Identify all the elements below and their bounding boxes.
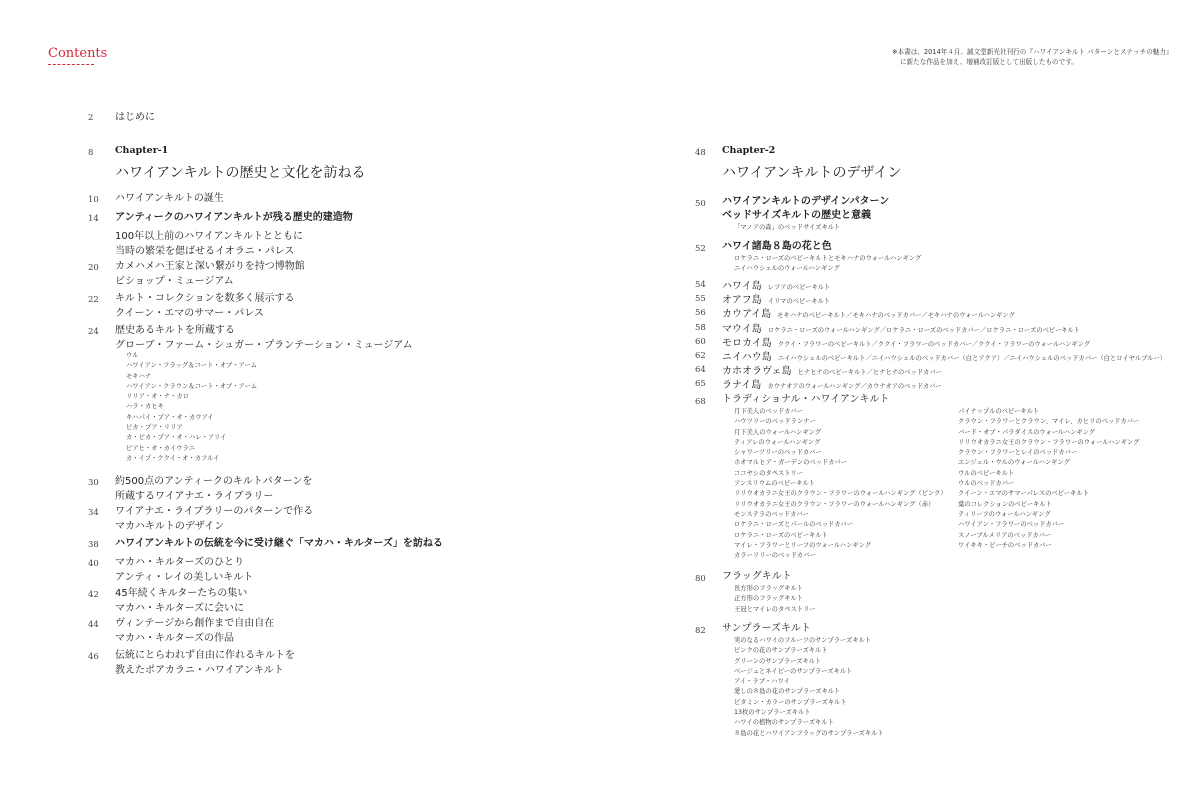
list-item: 実のなるハワイのフルーツのサンプラーズキルト [734, 637, 872, 644]
toc-page-number: 58 [695, 322, 706, 333]
list-item: リリア・オ・ナ・カロ [126, 393, 189, 401]
toc-entry-line[interactable]: マカハ・キルターズの作品 [115, 633, 234, 644]
list-item: ハワイアン・フラッグ＆コート・オブ・アーム [126, 362, 258, 370]
island-entry[interactable] [722, 320, 1080, 335]
list-item: カ・ピカ・プア・オ・ハレ・アリイ [126, 434, 227, 442]
list-item: カラーリリーのベッドカバー [734, 552, 816, 560]
list-item: カ・イプ・ククイ・オ・カフルイ [126, 454, 220, 462]
list-item: ハワイの植物のサンプラーズキルト [734, 719, 834, 727]
list-item: モキハナ [126, 372, 152, 380]
toc-page-number: 20 [88, 263, 99, 273]
toc-subentry-list [734, 254, 921, 275]
list-item: ウル [126, 352, 139, 359]
list-item: 月下美人のウォールハンギング [734, 428, 822, 436]
toc-page-number: 68 [695, 397, 706, 407]
list-item: アイ・ラブ・ハワイ [734, 678, 790, 686]
sampler-quilt-list [734, 636, 884, 739]
island-name: マウイ島 [722, 323, 762, 335]
note-line: ※本書は、2014年４月、誠文堂新光社刊行の『ハワイアンキルト パターンとステッチの魅力』 [892, 48, 1173, 56]
list-item: ロケラニ・ローズのベビーキルト [734, 531, 828, 539]
toc-page-number: 80 [695, 574, 706, 584]
island-name: ニイハウ島 [722, 352, 772, 363]
toc-page-number: 48 [695, 148, 706, 158]
toc-entry-line[interactable]: マカハ・キルターズに会いに [115, 603, 244, 614]
island-name: モロカイ島 [722, 337, 772, 349]
list-item: ニイハウシェルのウォールハンギング [734, 265, 840, 273]
toc-entry-line[interactable]: 100年以上前のハワイアンキルトとともに [115, 231, 303, 242]
list-item: ロケラニ・ローズのベビーキルトとモキハナのウォールハンギング [734, 255, 922, 262]
list-item: ピンクの花のサンプラーズキルト [734, 647, 828, 655]
list-item: ベージュとネイビーのサンプラーズキルト [734, 667, 853, 675]
list-item: 正方形のフラッグキルト [734, 595, 804, 603]
toc-page-number: 14 [88, 214, 99, 224]
island-quilts: ククイ・フラワーのベビーキルト／ククイ・フラワーのベッドカバー／ククイ・フラワーのウォールハンギング [777, 340, 1091, 348]
list-item: 長方形のフラッグキルト [734, 585, 804, 592]
list-item: ピカ・プア・リリア [126, 424, 183, 432]
toc-entry-traditional[interactable]: トラディショナル・ハワイアンキルト [722, 394, 890, 405]
toc-entry-line[interactable]: カメハメハ王家と深い繋がりを持つ博物館 [115, 261, 305, 272]
island-entry[interactable] [722, 376, 942, 391]
list-item: 葉のコレクションのベビーキルト [958, 500, 1052, 508]
toc-page-number: 10 [88, 195, 99, 205]
toc-page-number: 8 [88, 148, 94, 158]
list-item: エンジェル・ウルのウォールハンギング [958, 459, 1070, 467]
list-item: マイレ・フラワーとリーフのウォールハンギング [734, 541, 872, 549]
island-entry[interactable] [722, 334, 1090, 349]
chapter-1-title[interactable]: ハワイアンキルトの歴史と文化を訪ねる [115, 165, 366, 181]
toc-page-number: 55 [695, 294, 706, 305]
toc-page-number: 40 [88, 559, 99, 569]
toc-entry-line[interactable]: ワイアナエ・ライブラリーのパターンで作る [115, 506, 314, 517]
toc-entry-flag-quilt[interactable]: フラッグキルト [722, 571, 792, 582]
toc-entry-line[interactable]: ビショップ・ミュージアム [115, 276, 234, 287]
list-item: ウルのベッドカバー [958, 480, 1015, 488]
list-item: アンスリウムのベビーキルト [734, 480, 816, 488]
list-item: ピアヒ・オ・カイウラニ [126, 444, 196, 452]
chapter-1-label: Chapter-1 [115, 145, 169, 156]
island-entry[interactable] [722, 277, 830, 292]
island-name: カホオラヴェ島 [722, 366, 792, 378]
chapter-2-label: Chapter-2 [722, 145, 776, 156]
toc-entry-design-pattern[interactable]: ハワイアンキルトのデザインパターン [722, 196, 890, 207]
toc-entry-line[interactable]: 教えたポアカラニ・ハワイアンキルト [115, 665, 284, 676]
island-quilts: イリマのベビーキルト [767, 298, 831, 306]
list-item: モンステラのベッドカバー [734, 510, 810, 518]
publication-note [892, 47, 1173, 67]
island-entry[interactable] [722, 348, 1166, 363]
list-item: バード・オブ・パラダイスのウォールハンギング [958, 428, 1096, 436]
list-item: グリーンのサンプラーズキルト [734, 657, 822, 665]
island-quilts: ニイハウシェルのベビーキルト／ニイハウシェルのベッドカバー（白とアクア）／ニイハウシェルのベッドカバー（白とロイヤルブルー） [777, 355, 1167, 362]
toc-page-number: 54 [695, 280, 706, 290]
list-item: スノーブルメリアのベッドカバー [958, 531, 1052, 539]
toc-entry-line[interactable]: キルト・コレクションを数多く展示する [115, 293, 295, 304]
list-item: ビタミン・カラーのサンプラーズキルト [734, 698, 847, 706]
list-item: ティアレのウォールハンギング [734, 438, 821, 446]
toc-entry-sampler-quilt[interactable]: サンプラーズキルト [722, 623, 811, 634]
toc-subentry: 「マノアの森」のベッドサイズキルト [734, 224, 841, 231]
list-item: キハパイ・プア・オ・カウアイ [126, 413, 214, 421]
toc-page-number: 38 [88, 540, 99, 550]
toc-page-number: 52 [695, 244, 706, 254]
list-item: ティリーフのウォールハンギング [958, 510, 1051, 518]
toc-entry-line[interactable]: ヴィンテージから創作まで自由自在 [115, 618, 275, 629]
list-item: ココヤシのタペストリー [734, 469, 804, 477]
list-item: 愛しの８島の花のサンプラーズキルト [734, 688, 841, 696]
island-name: オアフ島 [722, 295, 762, 307]
island-entry[interactable] [722, 291, 830, 306]
toc-page-number: 34 [88, 508, 99, 518]
list-item: リリウオカラニ女王のクラウン・フラワーのウォールハンギング（ピンク） [734, 490, 947, 498]
list-item: ホオマルヒア・ガーデンのベッドカバー [734, 459, 848, 467]
toc-page-number: 64 [695, 365, 706, 376]
list-item: パイナップルのベビーキルト [958, 408, 1040, 415]
traditional-list-col2 [958, 407, 1139, 551]
list-item: ハワイアン・クラウン＆コート・オブ・アーム [126, 382, 258, 390]
island-quilts: ヒナヒナのベビーキルト／ヒナヒナのベッドカバー [797, 369, 942, 377]
list-item: リリウオカラニ女王のクラウン・フラワーのウォールハンギング（赤） [734, 500, 935, 508]
island-quilts: カウナオアのウォールハンギング／カウナオアのベッドカバー [767, 383, 942, 391]
list-item: シャワーツリーのベッドカバー [734, 449, 822, 457]
toc-entry-line[interactable]: ハワイアンキルトの誕生 [115, 193, 224, 204]
toc-entry-eight-islands[interactable]: ハワイ諸島８島の花と色 [722, 241, 832, 252]
list-item: ワイキキ・ビーチのベッドカバー [958, 541, 1052, 549]
island-name: カウアイ島 [722, 309, 772, 321]
list-item: ハワイアン・フラワーのベッドカバー [958, 521, 1065, 529]
toc-entry-line[interactable]: 所蔵するワイアナエ・ライブラリー [115, 491, 274, 502]
list-item: ハラ・カヒキ [126, 403, 164, 411]
toc-page-number: 60 [695, 336, 706, 347]
toc-entry-line[interactable]: 45年続くキルターたちの集い [115, 588, 248, 599]
toc-entry-line[interactable]: 歴史あるキルトを所蔵する [115, 325, 235, 336]
chapter-2-title[interactable]: ハワイアンキルトのデザイン [722, 165, 902, 181]
toc-page-number: 22 [88, 295, 99, 305]
list-item: リリウオカラニ女王のクラウン・フラワーのウォールハンギング [958, 438, 1140, 446]
list-item: クラウン・フラワーとクラウン、マイレ、カヒリのベッドカバー [958, 418, 1140, 426]
toc-page-number: 30 [88, 478, 99, 488]
toc-page-number: 50 [695, 199, 706, 209]
island-name: ハワイ島 [722, 281, 762, 292]
toc-entry-line[interactable]: 伝統にとらわれず自由に作れるキルトを [115, 650, 295, 661]
note-line: に新たな作品を加え、増補改訂版として出版したものです。 [900, 58, 1078, 66]
toc-entry-line[interactable]: ハワイアンキルトの伝統を今に受け継ぐ「マカハ・キルターズ」を訪ねる [115, 538, 443, 549]
toc-entry-intro[interactable]: はじめに [115, 112, 155, 123]
list-item: 月下美人のベッドカバー [734, 408, 804, 415]
list-item: 王冠とマイレのタペストリー [734, 605, 816, 613]
toc-page-number: 46 [88, 652, 99, 662]
toc-entry-line[interactable]: クイーン・エマのサマー・パレス [115, 308, 264, 319]
contents-heading: Contents [48, 46, 108, 61]
island-quilts: モキハナのベビーキルト／モキハナのベッドカバー／モキハナのウォールハンギング [777, 312, 1015, 320]
toc-entry-line[interactable]: マカハキルトのデザイン [115, 521, 225, 532]
list-item: ハウツリーのベッドランナー [734, 418, 816, 426]
island-entry[interactable] [722, 305, 1015, 320]
toc-page-number: 65 [695, 379, 706, 390]
list-item: ウルのベビーキルト [958, 469, 1015, 477]
list-item: クラウン・フラワーとレイのベッドカバー [958, 449, 1078, 457]
toc-entry-line[interactable]: マカハ・キルターズのひとり [115, 557, 244, 568]
list-item: ロケラニ・ローズとパールのベッドカバー [734, 521, 854, 529]
toc-page-number: 82 [695, 626, 706, 636]
toc-page-number: 62 [695, 351, 706, 361]
traditional-list-col1 [734, 407, 947, 561]
toc-page-number: 44 [88, 620, 99, 630]
toc-entry-line[interactable]: 約500点のアンティークのキルトパターンを [115, 476, 313, 487]
list-item: クイーン・エマのサマーパレスのベビーキルト [958, 490, 1089, 498]
toc-page-number: 2 [88, 113, 94, 123]
toc-entry-line[interactable]: アンティークのハワイアンキルトが残る歴史的建造物 [115, 212, 353, 223]
museum-quilt-list [126, 351, 257, 464]
toc-page-number: 56 [695, 308, 706, 319]
toc-entry-bedsize-history[interactable]: ベッドサイズキルトの歴史と意義 [722, 210, 872, 221]
island-name: ラナイ島 [722, 380, 762, 392]
toc-entry-line[interactable]: 当時の繁栄を偲ばせるイオラニ・パレス [115, 246, 295, 257]
toc-page-number: 42 [88, 590, 99, 600]
heading-dashed-rule [48, 64, 94, 65]
list-item: 13枚のサンプラーズキルト [734, 709, 811, 717]
toc-page-number: 24 [88, 327, 99, 337]
toc-entry-line[interactable]: アンティ・レイの美しいキルト [115, 572, 254, 583]
list-item: ８島の花とハワイアンフラッグのサンプラーズキルト [734, 729, 884, 737]
island-quilts: レフアのベビーキルト [767, 284, 831, 291]
toc-entry-line[interactable]: グローブ・ファーム・シュガー・プランテーション・ミュージアム [115, 340, 413, 351]
flag-quilt-list [734, 584, 816, 615]
island-quilts: ロケラニ・ローズのウォールハンギング／ロケラニ・ローズのベッドカバー／ロケラニ・ローズのベビーキルト [767, 326, 1081, 334]
island-entry[interactable] [722, 362, 942, 377]
